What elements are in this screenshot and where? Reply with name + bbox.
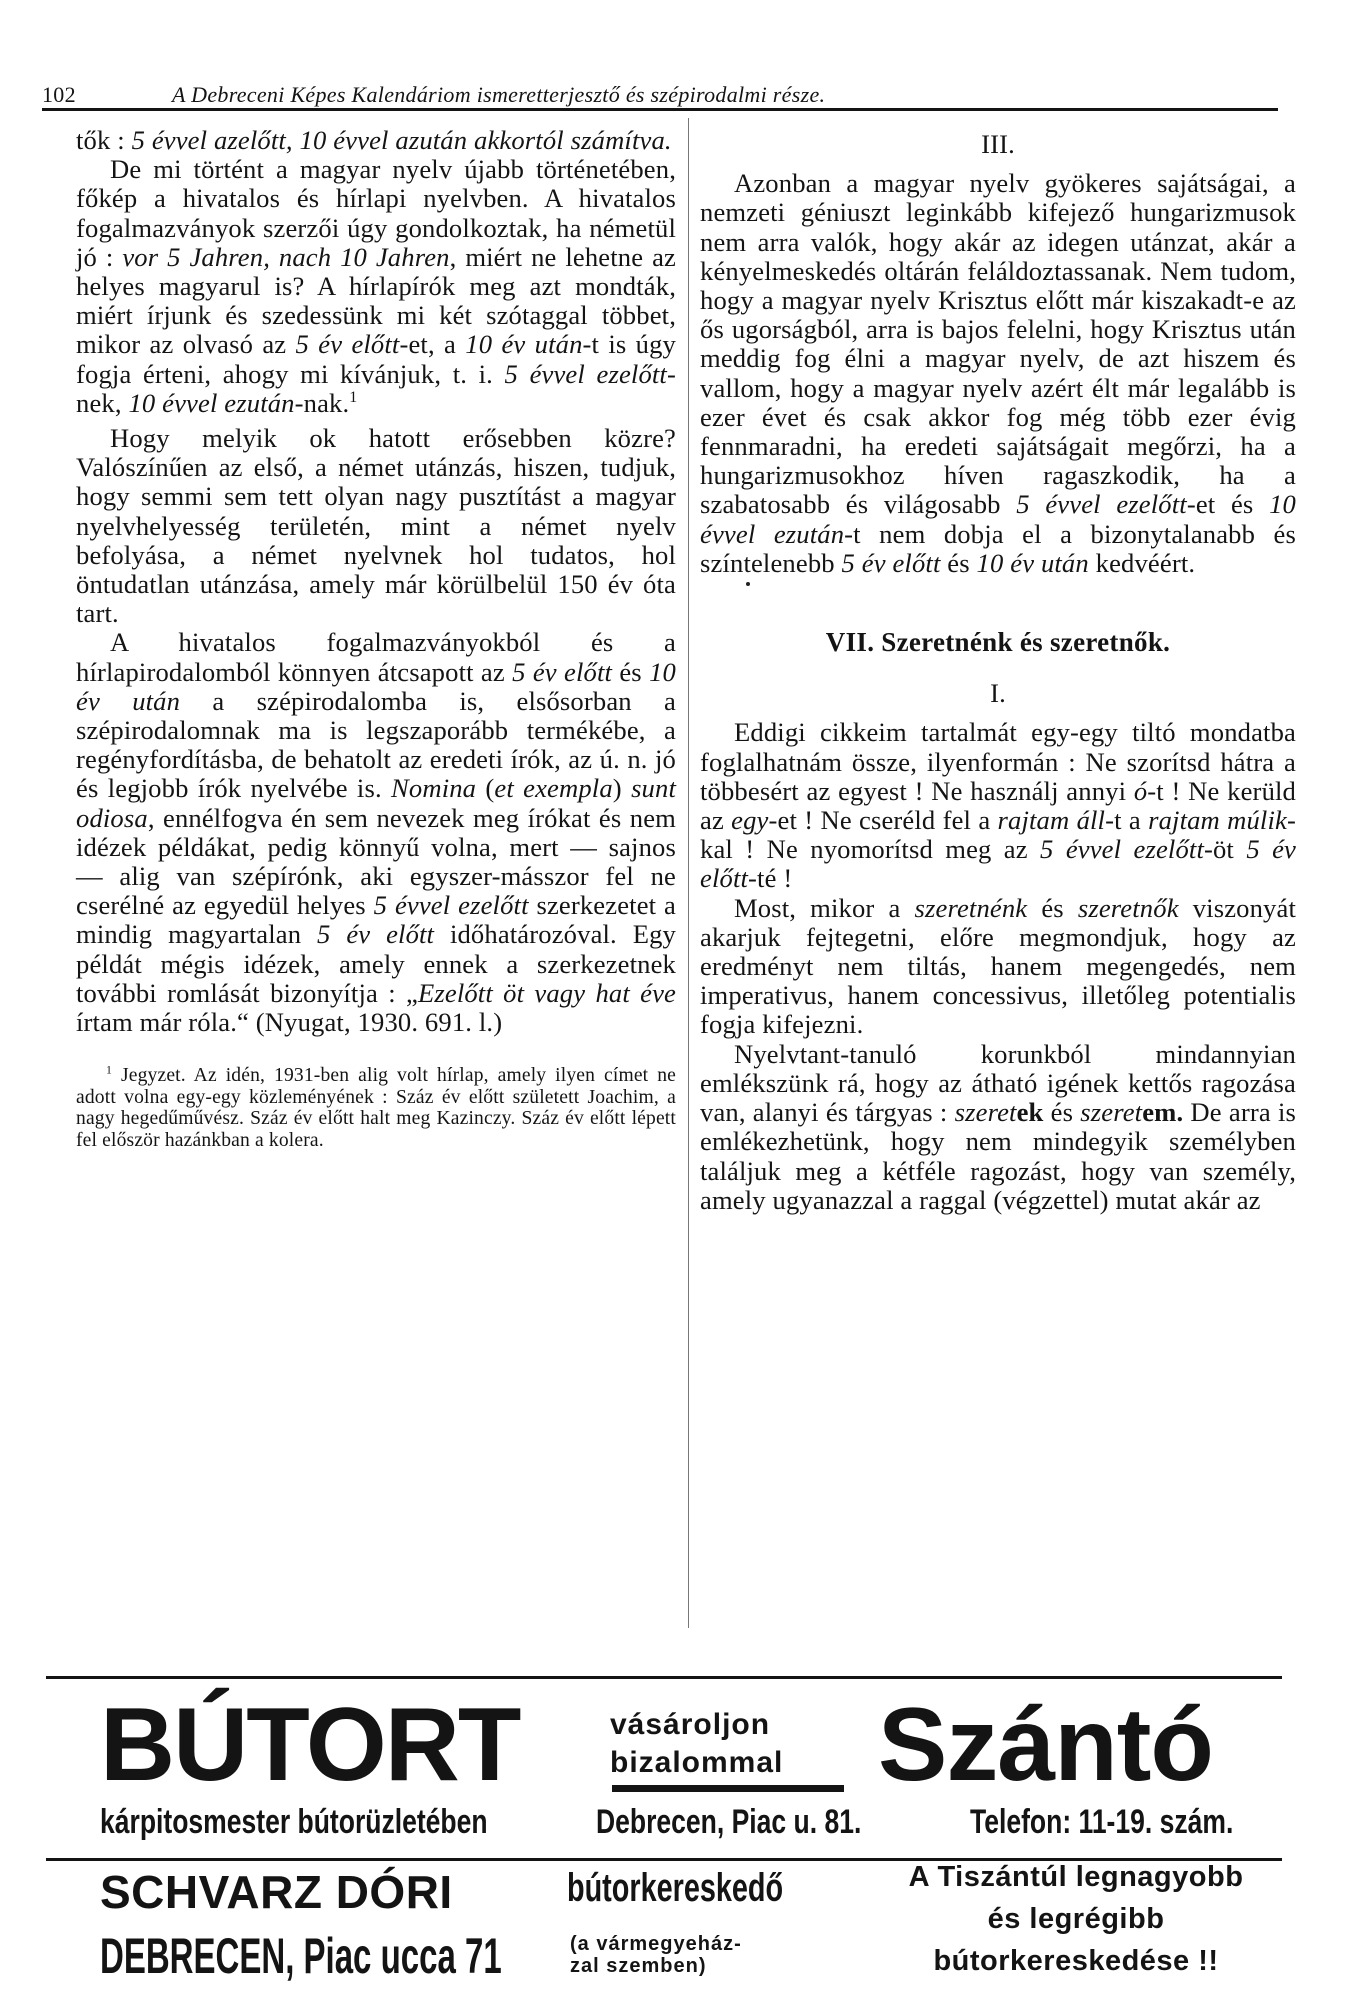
header-rule <box>42 108 1278 111</box>
ad-merchant-name: SCHVARZ DÓRI <box>100 1866 453 1918</box>
paragraph-continuation: tők : 5 évvel azelőtt, 10 évvel azután akkortól számítva. <box>76 125 672 155</box>
column-divider <box>688 118 689 1628</box>
running-title: A Debreceni Képes Kalendáriom ismeretterjesztő és szépirodalmi része. <box>172 82 826 107</box>
paragraph: Nyelvtant-tanuló korunkból mindannyian emlékszünk rá, hogy az átható igének kettős ragozása van, alanyi és tárgyas : szeretek és szeretem. De arra is emlékezhetünk, hogy nem mindegyik személyben találjuk meg a kétféle ragozást, hogy van személy, amely ugyanazzal a raggal (végzettel) mutat akár az <box>700 1038 1296 1215</box>
footnote-text: Jegyzet. Az idén, 1931-ben alig volt hírlap, amely ilyen címet ne adott volna egy-egy közleményének : Száz év előtt született Joachim, a nagy hegedűművész. Száz év előtt halt meg Kazinczy. Száz év előtt lépett fel először hazánkban a kolera. <box>76 1065 676 1152</box>
paragraph: De mi történt a magyar nyelv újabb történetében, főkép a hivatalos és hírlapi nyelvben. A hivatalos fogalmazványok szerzői úgy gondolkoztak, ha németül jó : vor 5 Jahren, nach 10 Jahren, miért ne lehetne az helyes magyarul is? A hírlapírók meg azt mondták, miért írjunk és szedessünk mi két szótaggal többet, mikor az olvasó az 5 év előtt-et, a 10 év után-t is úgy fogja érteni, ahogy mi kívánjuk, t. i. 5 évvel ezelőtt-nek, 10 évvel ezután-nak.$^1$ <box>76 154 676 418</box>
footnote-marker[interactable]: 1 <box>349 388 358 406</box>
chapter-title: VII. Szeretnénk és szeretnők. <box>825 627 1171 658</box>
ad-top-rule <box>46 1676 1282 1679</box>
paragraph: Most, mikor a szeretnénk és szeretnők viszonyát akarjuk fejtegetni, előre megmondjuk, hogy az eredményt nem tiltás, hanem megengedés, nem imperativus, hanem concessivus, illetőleg potentialis fogja kifejezni. <box>700 892 1296 1040</box>
page-number: 102 <box>42 82 76 107</box>
paragraph: Hogy melyik ok hatott erősebben közre? Valószínűen az első, a német utánzás, hiszen, tudjuk, hogy semmi sem tett olyan nagy pusztítást a magyar nyelvhelyesség területén, mint a német nyelv befolyása, a német nyelvnek hol tudatos, hol öntudatlan utánzása, amely már körülbelül 150 év óta tart. <box>76 423 676 629</box>
ad-headline: BÚTORT <box>100 1687 520 1803</box>
paragraph: Eddigi cikkeim tartalmát egy-egy tiltó mondatba foglalhatnám össze, ilyenformán : Ne szorítsd hátra a többesért az egyest ! Ne használj annyi ó-t ! Ne kerüld az egy-et ! Ne cseréld fel a rajtam áll-t a rajtam múlik-kal ! Ne nyomorítsd meg az 5 évvel ezelőtt-öt 5 év előtt-té ! <box>700 717 1296 894</box>
ad-merchant-address: DEBRECEN, Piac ucca 71 <box>100 1928 502 1984</box>
ad-location-note: (a vármegyeház- zal szemben) <box>570 1933 742 1977</box>
paragraph: A hivatalos fogalmazványokból és a hírlapirodalomból könnyen átcsapott az 5 év előtt és 10 év után a szépirodalomba is, elsősorban a szépirodalomnak ma is legszaporább termékébe, a regényfordításba, de behatolt az eredeti írók, az ú. n. jó és legjobb írók nyelvébe is. Nomina (et exempla) sunt odiosa, ennélfogva én sem nevezek meg írókat és nem idézek példákat, pedig könnyű volna, mert — sajnos — alig van szépírónk, aki egyszer-másszor fel ne cserélné az egyedül helyes 5 évvel ezelőtt szerkezetet a mindig magyartalan 5 év előtt időhatározóval. Egy példát mégis idézek, amely ennek a szerkezetnek további romlását bizonyítja : „Ezelőtt öt vagy hat éve írtam már róla.“ (Nyugat, 1930. 691. l.) <box>76 627 676 1038</box>
left-column <box>76 126 676 1152</box>
paragraph: Azonban a magyar nyelv gyökeres sajátságai, a nemzeti géniuszt leginkább kifejező hungarizmusok nem arra valók, hogy akár az idegen utánzat, akár a kényelmeskedés oltárán feláldoztassanak. Nem tudom, hogy a magyar nyelv Krisztus előtt már kiszakadt-e az ős ugorságból, arra is bajos felelni, hogy Krisztus után meddig fog élni a magyar nyelv, de azt hiszem és vallom, hogy a magyar nyelv azért élt már legalább is ezer évet és csak akkor fog még több ezer évig fennmaradni, ha eredeti sajátságait megőrzi, ha a hungarizmusokhoz híven ragaszkodik, ha a szabatosabb és világosabb 5 évvel ezelőtt-et és 10 évvel ezután-t nem dobja el a bizonytalanabb és színtelenebb 5 év előtt és 10 év után kedvéért. <box>700 168 1296 578</box>
footnote <box>76 1065 676 1151</box>
slogan-underline <box>612 1785 844 1792</box>
stray-dot <box>700 578 1296 606</box>
ad-brand: Szántó <box>878 1687 1213 1803</box>
section-number: I. <box>990 678 1006 709</box>
ad-trade: kárpitosmester bútorüzletében <box>100 1803 488 1841</box>
ad-merchant-trade: bútorkereskedő <box>567 1866 784 1910</box>
ad-slogan: vásároljon bizalommal <box>610 1708 784 1779</box>
ad-address: Debrecen, Piac u. 81. <box>596 1803 862 1841</box>
section-number: III. <box>981 129 1015 159</box>
right-column <box>700 126 1296 1215</box>
footnote-number: 1 <box>106 1063 113 1077</box>
ad-phone: Telefon: 11-19. szám. <box>970 1803 1234 1841</box>
ad-claim: A Tiszántúl legnagyobb és legrégibb bútorkereskedése !! <box>908 1861 1244 1977</box>
